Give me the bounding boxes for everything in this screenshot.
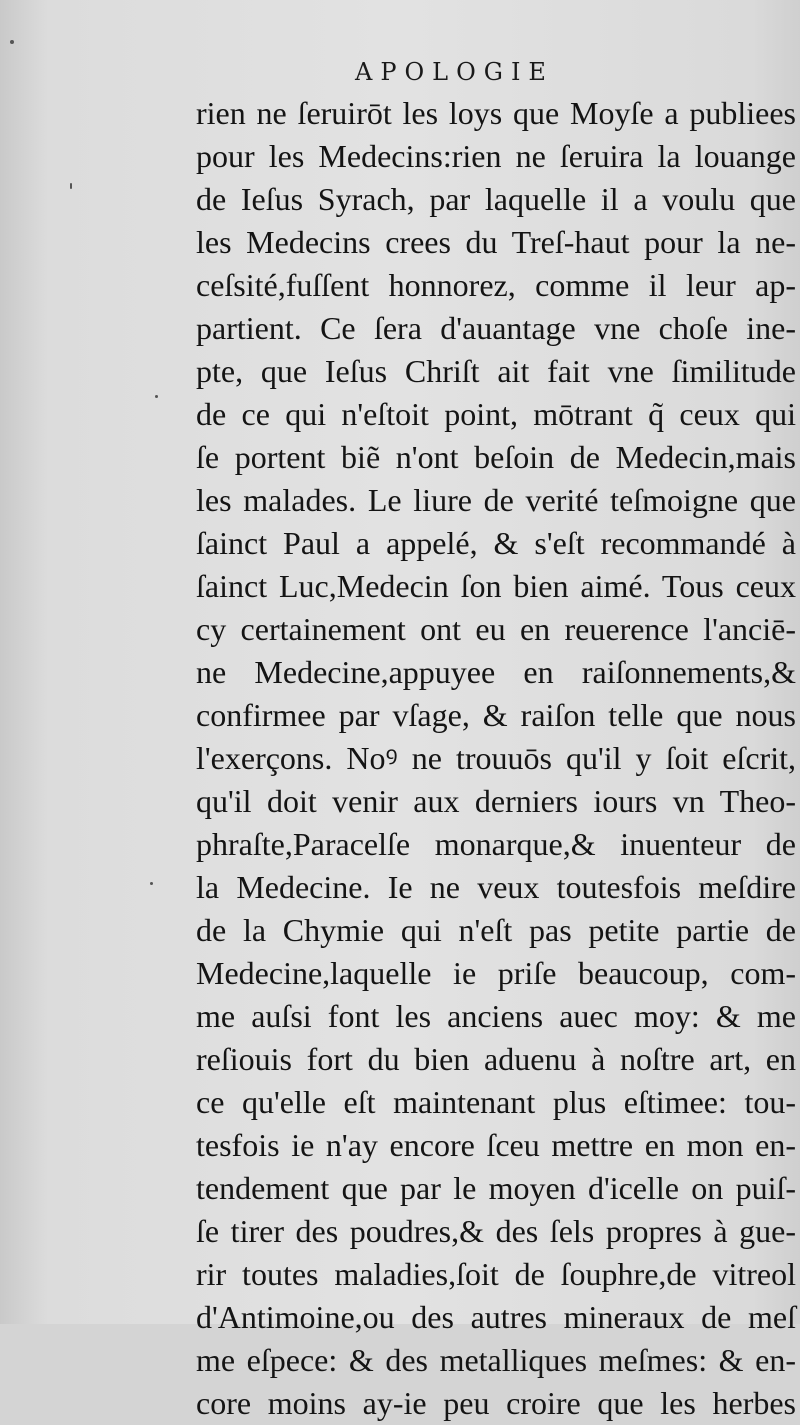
text-line: partient. Ce ſera d'auantage vne choſe ine- <box>196 310 796 346</box>
running-head: APOLOGIE <box>355 58 554 86</box>
text-line: ſainct Paul a appelé, & s'eſt recommandé à <box>196 525 796 561</box>
text-line: Medecine,laquelle ie priſe beaucoup, com- <box>196 955 796 991</box>
ink-speck <box>10 40 14 44</box>
text-line: tesfois ie n'ay encore ſceu mettre en mon en- <box>196 1127 796 1163</box>
text-line: reſiouis fort du bien aduenu à noſtre art, en <box>196 1041 796 1077</box>
text-line: les malades. Le liure de verité teſmoigne que <box>196 482 796 518</box>
text-line: ſainct Luc,Medecin ſon bien aimé. Tous ceux <box>196 568 796 604</box>
text-line: de ce qui n'eſtoit point, mōtrant q̃ ceux qui <box>196 396 796 432</box>
text-line: ſe portent biẽ n'ont beſoin de Medecin,mais <box>196 439 796 475</box>
ink-speck <box>70 183 72 189</box>
text-line: qu'il doit venir aux derniers iours vn Theo- <box>196 783 796 819</box>
text-line: cy certainement ont eu en reuerence l'anciē- <box>196 611 796 647</box>
text-line: tendement que par le moyen d'icelle on puiſ- <box>196 1170 796 1206</box>
text-line: phraſte,Paracelſe monarque,& inuenteur de <box>196 826 796 862</box>
text-line: rien ne ſeruirōt les loys que Moyſe a publiees <box>196 95 796 131</box>
ink-speck <box>150 882 153 885</box>
text-line: de Ieſus Syrach, par laquelle il a voulu que <box>196 181 796 217</box>
text-line: me eſpece: & des metalliques meſmes: & en- <box>196 1342 796 1378</box>
text-line: pour les Medecins:rien ne ſeruira la louange <box>196 138 796 174</box>
text-line: pte, que Ieſus Chriſt ait fait vne ſimilitude <box>196 353 796 389</box>
text-line: ceſsité,fuſſent honnorez, comme il leur ap- <box>196 267 796 303</box>
text-line: me auſsi font les anciens auec moy: & me <box>196 998 796 1034</box>
text-line: ne Medecine,appuyee en raiſonnements,& <box>196 654 796 690</box>
text-line: la Medecine. Ie ne veux toutesfois meſdire <box>196 869 796 905</box>
text-line: les Medecins crees du Treſ-haut pour la ne- <box>196 224 796 260</box>
text-line: de la Chymie qui n'eſt pas petite partie de <box>196 912 796 948</box>
text-line: ce qu'elle eſt maintenant plus eſtimee: tou- <box>196 1084 796 1120</box>
ink-speck <box>155 395 158 398</box>
text-line: l'exerçons. Noꝰ ne trouuōs qu'il y ſoit eſcrit, <box>196 740 796 776</box>
text-line: core moins ay-ie peu croire que les herbes <box>196 1385 796 1421</box>
text-line: d'Antimoine,ou des autres mineraux de meſ <box>196 1299 796 1335</box>
text-line: ſe tirer des poudres,& des ſels propres à gue- <box>196 1213 796 1249</box>
text-line: rir toutes maladies,ſoit de ſouphre,de vitreol <box>196 1256 796 1292</box>
body-text <box>196 92 796 1425</box>
text-line: confirmee par vſage, & raiſon telle que nous <box>196 697 796 733</box>
